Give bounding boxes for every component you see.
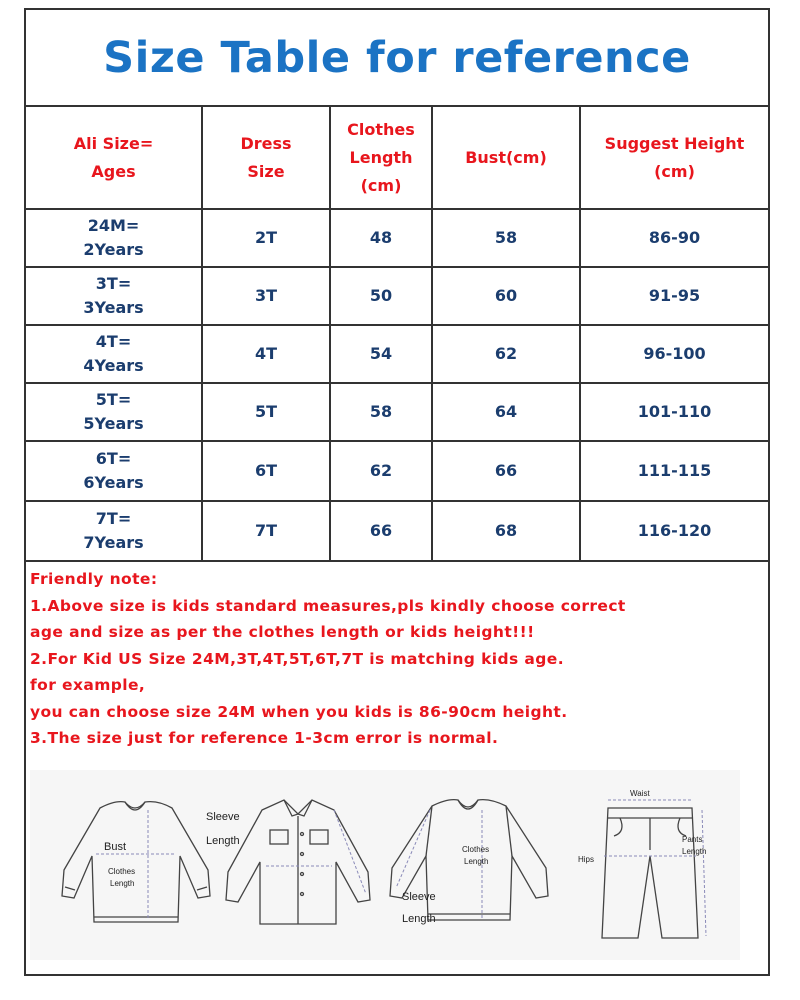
cell-dress-size: 4T: [202, 325, 330, 383]
raglan-length-label: Clothes: [462, 845, 490, 854]
cell-height: 86-90: [580, 209, 768, 267]
size-table: [26, 107, 768, 562]
pants-length-label: Pants: [682, 835, 703, 844]
page-title: Size Table for reference: [103, 32, 691, 83]
cell-ali-size: 4T= 4Years: [26, 325, 202, 383]
cell-clothes-length: 58: [330, 383, 432, 441]
cell-clothes-length: 62: [330, 441, 432, 501]
table-header-row: [26, 107, 768, 209]
cell-ali-size: 5T= 5Years: [26, 383, 202, 441]
header-clothes-length: Clothes Length (cm): [330, 107, 432, 209]
cell-clothes-length: 54: [330, 325, 432, 383]
cell-bust: 58: [432, 209, 580, 267]
note-line: 2.For Kid US Size 24M,3T,4T,5T,6T,7T is matching kids age.: [30, 649, 564, 668]
table-row: [26, 267, 768, 325]
cell-dress-size: 5T: [202, 383, 330, 441]
note-heading: Friendly note:: [30, 570, 158, 588]
cell-height: 91-95: [580, 267, 768, 325]
cell-clothes-length: 50: [330, 267, 432, 325]
button-shirt-measure-lines: [266, 810, 366, 894]
tshirt-illustration: [62, 802, 210, 922]
cell-height: 101-110: [580, 383, 768, 441]
pants-waist-label: Waist: [630, 789, 650, 798]
note-line: 3.The size just for reference 1-3cm error is normal.: [30, 729, 499, 747]
button-shirt-sleeve-label: Sleeve: [206, 811, 240, 823]
cell-height: 111-115: [580, 441, 768, 501]
cell-clothes-length: 66: [330, 501, 432, 561]
tshirt-measure-lines: [96, 810, 176, 920]
table-row: [26, 383, 768, 441]
table-row: [26, 325, 768, 383]
cell-bust: 64: [432, 383, 580, 441]
cell-ali-size: 24M= 2Years: [26, 209, 202, 267]
pants-hips-label: Hips: [578, 855, 595, 864]
cell-bust: 60: [432, 267, 580, 325]
note-line: you can choose size 24M when you kids is 86-90cm height.: [30, 702, 568, 721]
cell-clothes-length: 48: [330, 209, 432, 267]
raglan-sleeve-label: Sleeve: [402, 891, 436, 903]
tshirt-length-label: Clothes: [108, 867, 136, 876]
friendly-notes: [26, 562, 768, 752]
raglan-length-label-2: Length: [464, 857, 489, 866]
tshirt-length-label-2: Length: [110, 879, 135, 888]
cell-ali-size: 6T= 6Years: [26, 441, 202, 501]
size-chart: [24, 8, 770, 976]
note-line: 1.Above size is kids standard measures,pls kindly choose correct: [30, 596, 626, 615]
tshirt-bust-label: Bust: [104, 841, 127, 853]
cell-bust: 68: [432, 501, 580, 561]
cell-dress-size: 7T: [202, 501, 330, 561]
cell-height: 116-120: [580, 501, 768, 561]
button-shirt-illustration: [226, 800, 370, 924]
title-row: [26, 10, 768, 107]
cell-ali-size: 3T= 3Years: [26, 267, 202, 325]
cell-dress-size: 3T: [202, 267, 330, 325]
cell-bust: 62: [432, 325, 580, 383]
pants-illustration: [602, 808, 698, 938]
note-line: age and size as per the clothes length or kids height!!!: [30, 623, 535, 641]
raglan-sleeve-label-2: Length: [402, 913, 436, 925]
cell-dress-size: 6T: [202, 441, 330, 501]
header-bust: Bust(cm): [432, 107, 580, 209]
cell-height: 96-100: [580, 325, 768, 383]
measurement-diagram: [30, 770, 740, 960]
cell-dress-size: 2T: [202, 209, 330, 267]
table-row: [26, 209, 768, 267]
cell-ali-size: 7T= 7Years: [26, 501, 202, 561]
table-row: [26, 441, 768, 501]
header-suggest-height: Suggest Height (cm): [580, 107, 768, 209]
pants-length-label-2: Length: [682, 847, 707, 856]
table-row: [26, 501, 768, 561]
button-shirt-sleeve-label-2: Length: [206, 835, 240, 847]
header-ali-size: Ali Size= Ages: [26, 107, 202, 209]
note-line: for example,: [30, 676, 146, 694]
cell-bust: 66: [432, 441, 580, 501]
header-dress-size: Dress Size: [202, 107, 330, 209]
pants-measure-lines: [604, 800, 706, 936]
